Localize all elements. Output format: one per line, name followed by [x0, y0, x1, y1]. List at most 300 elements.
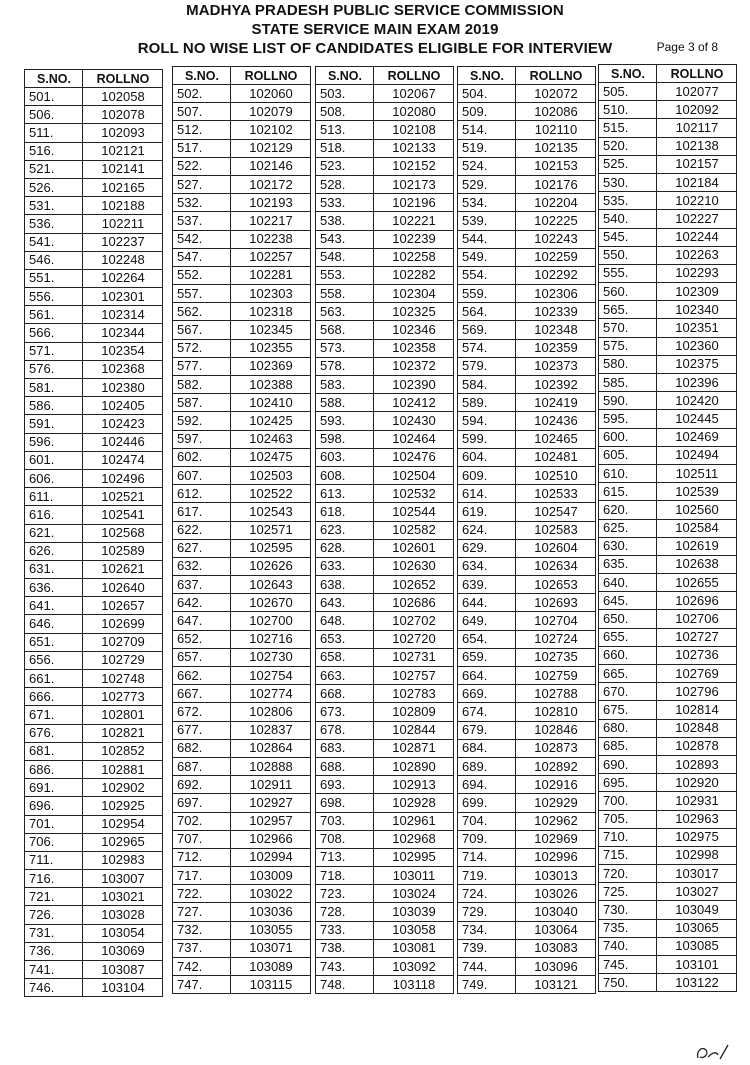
serial-number: 696.	[25, 797, 83, 815]
roll-number: 102878	[657, 737, 737, 755]
serial-number: 660.	[599, 646, 657, 664]
table-row	[599, 901, 737, 919]
table-row	[316, 921, 454, 939]
roll-number: 102643	[231, 576, 311, 594]
roll-number: 102079	[231, 103, 311, 121]
roll-number: 102239	[374, 230, 454, 248]
table-header-row	[316, 67, 454, 85]
table-row	[25, 870, 163, 888]
table-row	[173, 376, 311, 394]
serial-number: 592.	[173, 412, 231, 430]
table-row	[173, 958, 311, 976]
table-row	[316, 430, 454, 448]
table-row	[173, 885, 311, 903]
table-row	[25, 269, 163, 287]
roll-number: 103081	[374, 939, 454, 957]
serial-number: 692.	[173, 776, 231, 794]
table-row	[599, 210, 737, 228]
roll-number: 102058	[83, 88, 163, 106]
serial-number: 742.	[173, 958, 231, 976]
serial-number: 731.	[25, 924, 83, 942]
roll-number: 102996	[516, 848, 596, 866]
serial-number: 577.	[173, 357, 231, 375]
serial-number: 641.	[25, 597, 83, 615]
table-row	[458, 867, 596, 885]
table-row	[316, 285, 454, 303]
roll-table-5	[598, 64, 737, 992]
roll-number: 102153	[516, 157, 596, 175]
roll-number: 102929	[516, 794, 596, 812]
roll-number: 102436	[516, 412, 596, 430]
serial-number: 664.	[458, 667, 516, 685]
table-row	[599, 774, 737, 792]
roll-number: 102238	[231, 230, 311, 248]
table-row	[25, 906, 163, 924]
roll-number: 102355	[231, 339, 311, 357]
table-row	[173, 830, 311, 848]
serial-number: 708.	[316, 830, 374, 848]
serial-number: 634.	[458, 557, 516, 575]
serial-number: 574.	[458, 339, 516, 357]
serial-number: 554.	[458, 266, 516, 284]
roll-number: 103026	[516, 885, 596, 903]
roll-number: 102652	[374, 576, 454, 594]
roll-number: 102318	[231, 303, 311, 321]
serial-number: 566.	[25, 324, 83, 342]
roll-number: 102640	[83, 579, 163, 597]
roll-number: 102963	[657, 810, 737, 828]
roll-number: 103007	[83, 870, 163, 888]
roll-number: 102998	[657, 846, 737, 864]
serial-number: 623.	[316, 521, 374, 539]
table-header-row	[599, 65, 737, 83]
serial-number: 647.	[173, 612, 231, 630]
serial-number: 635.	[599, 555, 657, 573]
table-row	[173, 667, 311, 685]
table-row	[458, 503, 596, 521]
table-row	[25, 506, 163, 524]
table-row	[458, 921, 596, 939]
table-row	[173, 485, 311, 503]
serial-number: 602.	[173, 448, 231, 466]
roll-number: 103040	[516, 903, 596, 921]
serial-number: 719.	[458, 867, 516, 885]
table-row	[25, 888, 163, 906]
serial-number: 704.	[458, 812, 516, 830]
serial-number: 695.	[599, 774, 657, 792]
serial-number: 550.	[599, 246, 657, 264]
roll-number: 102445	[657, 410, 737, 428]
roll-number: 102911	[231, 776, 311, 794]
roll-table-3	[315, 66, 454, 994]
table-row	[458, 939, 596, 957]
serial-number: 750.	[599, 974, 657, 992]
roll-number: 102757	[374, 667, 454, 685]
table-row	[25, 797, 163, 815]
roll-number: 102292	[516, 266, 596, 284]
table-row	[25, 742, 163, 760]
table-row	[173, 103, 311, 121]
roll-number: 102314	[83, 306, 163, 324]
roll-number: 102709	[83, 633, 163, 651]
table-row	[25, 233, 163, 251]
roll-number: 102293	[657, 264, 737, 282]
table-row	[458, 266, 596, 284]
serial-number: 569.	[458, 321, 516, 339]
serial-number: 626.	[25, 542, 83, 560]
serial-number: 609.	[458, 466, 516, 484]
table-row	[173, 412, 311, 430]
serial-number: 529.	[458, 175, 516, 193]
sno-header: S.NO.	[458, 67, 516, 85]
serial-number: 697.	[173, 794, 231, 812]
table-row	[458, 303, 596, 321]
roll-number: 102810	[516, 703, 596, 721]
table-row	[458, 230, 596, 248]
table-row	[25, 724, 163, 742]
roll-number: 102969	[516, 830, 596, 848]
serial-number: 528.	[316, 175, 374, 193]
serial-number: 540.	[599, 210, 657, 228]
serial-number: 662.	[173, 667, 231, 685]
serial-number: 730.	[599, 901, 657, 919]
roll-number: 103011	[374, 867, 454, 885]
table-row	[173, 248, 311, 266]
table-row	[599, 865, 737, 883]
table-row	[316, 667, 454, 685]
table-row	[599, 956, 737, 974]
serial-number: 683.	[316, 739, 374, 757]
commission-title: MADHYA PRADESH PUBLIC SERVICE COMMISSION	[186, 2, 564, 19]
table-row	[316, 939, 454, 957]
serial-number: 639.	[458, 576, 516, 594]
roll-number: 102390	[374, 376, 454, 394]
table-row	[599, 646, 737, 664]
roll-number: 102463	[231, 430, 311, 448]
roll-number: 102584	[657, 519, 737, 537]
table-row	[458, 576, 596, 594]
roll-number: 102133	[374, 139, 454, 157]
serial-number: 661.	[25, 670, 83, 688]
roll-number: 102821	[83, 724, 163, 742]
roll-number: 102469	[657, 428, 737, 446]
serial-number: 726.	[25, 906, 83, 924]
serial-number: 505.	[599, 83, 657, 101]
serial-number: 711.	[25, 851, 83, 869]
roll-number: 102359	[516, 339, 596, 357]
serial-number: 699.	[458, 794, 516, 812]
serial-number: 620.	[599, 501, 657, 519]
roll-number: 102881	[83, 760, 163, 778]
page-number: Page 3 of 8	[656, 40, 718, 54]
roll-number: 102716	[231, 630, 311, 648]
serial-number: 631.	[25, 560, 83, 578]
serial-number: 701.	[25, 815, 83, 833]
roll-number: 102702	[374, 612, 454, 630]
serial-number: 544.	[458, 230, 516, 248]
table-row	[173, 721, 311, 739]
serial-number: 527.	[173, 175, 231, 193]
roll-number: 102961	[374, 812, 454, 830]
roll-table-4	[457, 66, 596, 994]
serial-number: 668.	[316, 685, 374, 703]
table-row	[316, 594, 454, 612]
serial-number: 653.	[316, 630, 374, 648]
table-row	[458, 521, 596, 539]
serial-number: 642.	[173, 594, 231, 612]
roll-number: 102173	[374, 175, 454, 193]
roll-number: 102476	[374, 448, 454, 466]
table-row	[25, 597, 163, 615]
roll-number: 102532	[374, 485, 454, 503]
serial-number: 593.	[316, 412, 374, 430]
table-row	[173, 503, 311, 521]
table-row	[173, 321, 311, 339]
roll-number: 103104	[83, 979, 163, 997]
serial-number: 713.	[316, 848, 374, 866]
roll-number: 102788	[516, 685, 596, 703]
table-row	[316, 703, 454, 721]
roll-number: 102720	[374, 630, 454, 648]
serial-number: 675.	[599, 701, 657, 719]
serial-number: 611.	[25, 488, 83, 506]
serial-number: 580.	[599, 355, 657, 373]
table-row	[316, 321, 454, 339]
serial-number: 538.	[316, 212, 374, 230]
serial-number: 703.	[316, 812, 374, 830]
serial-number: 579.	[458, 357, 516, 375]
serial-number: 537.	[173, 212, 231, 230]
table-row	[458, 776, 596, 794]
serial-number: 734.	[458, 921, 516, 939]
serial-number: 669.	[458, 685, 516, 703]
table-row	[173, 230, 311, 248]
serial-number: 686.	[25, 760, 83, 778]
serial-number: 630.	[599, 537, 657, 555]
serial-number: 613.	[316, 485, 374, 503]
serial-number: 560.	[599, 283, 657, 301]
serial-number: 676.	[25, 724, 83, 742]
roll-number: 102157	[657, 155, 737, 173]
table-row	[173, 976, 311, 994]
table-row	[458, 612, 596, 630]
roll-number: 102920	[657, 774, 737, 792]
roll-number: 102244	[657, 228, 737, 246]
table-row	[599, 537, 737, 555]
serial-number: 545.	[599, 228, 657, 246]
table-row	[458, 412, 596, 430]
roll-number: 102704	[516, 612, 596, 630]
serial-number: 724.	[458, 885, 516, 903]
roll-number: 102621	[83, 560, 163, 578]
roll-number: 102102	[231, 121, 311, 139]
roll-number: 102263	[657, 246, 737, 264]
serial-number: 732.	[173, 921, 231, 939]
serial-number: 604.	[458, 448, 516, 466]
roll-number: 102184	[657, 173, 737, 191]
serial-number: 570.	[599, 319, 657, 337]
roll-number: 102303	[231, 285, 311, 303]
serial-number: 625.	[599, 519, 657, 537]
serial-number: 589.	[458, 394, 516, 412]
serial-number: 737.	[173, 939, 231, 957]
table-row	[25, 306, 163, 324]
table-row	[316, 466, 454, 484]
serial-number: 747.	[173, 976, 231, 994]
serial-number: 659.	[458, 648, 516, 666]
roll-number: 103122	[657, 974, 737, 992]
table-row	[316, 357, 454, 375]
roll-number: 103022	[231, 885, 311, 903]
table-row	[173, 576, 311, 594]
roll-number: 102806	[231, 703, 311, 721]
serial-number: 636.	[25, 579, 83, 597]
serial-number: 722.	[173, 885, 231, 903]
table-row	[599, 974, 737, 992]
exam-title: STATE SERVICE MAIN EXAM 2019	[251, 21, 499, 38]
table-row	[316, 412, 454, 430]
table-row	[458, 667, 596, 685]
table-row	[173, 648, 311, 666]
serial-number: 736.	[25, 942, 83, 960]
table-row	[458, 976, 596, 994]
table-row	[599, 610, 737, 628]
serial-number: 530.	[599, 173, 657, 191]
table-row	[25, 615, 163, 633]
serial-number: 533.	[316, 194, 374, 212]
serial-number: 597.	[173, 430, 231, 448]
serial-number: 748.	[316, 976, 374, 994]
roll-number: 102093	[83, 124, 163, 142]
serial-number: 549.	[458, 248, 516, 266]
serial-number: 687.	[173, 757, 231, 775]
serial-number: 694.	[458, 776, 516, 794]
table-row	[25, 178, 163, 196]
roll-number: 102248	[83, 251, 163, 269]
roll-number: 102464	[374, 430, 454, 448]
table-row	[316, 503, 454, 521]
serial-number: 512.	[173, 121, 231, 139]
serial-number: 513.	[316, 121, 374, 139]
serial-number: 622.	[173, 521, 231, 539]
table-row	[25, 251, 163, 269]
roll-number: 102217	[231, 212, 311, 230]
roll-number: 102547	[516, 503, 596, 521]
serial-number: 746.	[25, 979, 83, 997]
table-row	[25, 524, 163, 542]
roll-number: 102638	[657, 555, 737, 573]
roll-number: 103115	[231, 976, 311, 994]
serial-number: 654.	[458, 630, 516, 648]
roll-number-tables	[24, 66, 744, 1056]
roll-number: 102783	[374, 685, 454, 703]
serial-number: 576.	[25, 360, 83, 378]
serial-number: 651.	[25, 633, 83, 651]
table-row	[458, 830, 596, 848]
roll-number: 102086	[516, 103, 596, 121]
table-row	[599, 137, 737, 155]
rollno-header: ROLLNO	[516, 67, 596, 85]
roll-number: 102345	[231, 321, 311, 339]
roll-number: 102108	[374, 121, 454, 139]
serial-number: 606.	[25, 469, 83, 487]
table-row	[25, 288, 163, 306]
serial-number: 720.	[599, 865, 657, 883]
serial-number: 665.	[599, 665, 657, 683]
table-row	[316, 739, 454, 757]
table-row	[458, 139, 596, 157]
table-row	[316, 885, 454, 903]
serial-number: 586.	[25, 397, 83, 415]
roll-number: 102928	[374, 794, 454, 812]
document-header	[0, 0, 750, 58]
roll-number: 102188	[83, 197, 163, 215]
roll-number: 102541	[83, 506, 163, 524]
table-row	[25, 942, 163, 960]
table-row	[173, 85, 311, 103]
roll-number: 102301	[83, 288, 163, 306]
roll-number: 102837	[231, 721, 311, 739]
roll-number: 102348	[516, 321, 596, 339]
roll-number: 102601	[374, 539, 454, 557]
table-row	[173, 212, 311, 230]
table-row	[316, 976, 454, 994]
roll-number: 102543	[231, 503, 311, 521]
roll-number: 102281	[231, 266, 311, 284]
serial-number: 582.	[173, 376, 231, 394]
table-row	[458, 885, 596, 903]
table-row	[173, 303, 311, 321]
serial-number: 663.	[316, 667, 374, 685]
roll-number: 102165	[83, 178, 163, 196]
roll-number: 102522	[231, 485, 311, 503]
serial-number: 638.	[316, 576, 374, 594]
roll-number: 102117	[657, 119, 737, 137]
table-row	[25, 342, 163, 360]
table-row	[25, 433, 163, 451]
table-row	[25, 851, 163, 869]
serial-number: 571.	[25, 342, 83, 360]
roll-number: 102475	[231, 448, 311, 466]
serial-number: 583.	[316, 376, 374, 394]
table-row	[316, 303, 454, 321]
table-row	[173, 939, 311, 957]
roll-number: 103054	[83, 924, 163, 942]
roll-number: 103049	[657, 901, 737, 919]
serial-number: 502.	[173, 85, 231, 103]
table-row	[316, 612, 454, 630]
table-row	[316, 557, 454, 575]
roll-number: 103069	[83, 942, 163, 960]
table-row	[173, 521, 311, 539]
roll-number: 103009	[231, 867, 311, 885]
table-row	[316, 339, 454, 357]
serial-number: 628.	[316, 539, 374, 557]
table-row	[599, 264, 737, 282]
serial-number: 594.	[458, 412, 516, 430]
serial-number: 503.	[316, 85, 374, 103]
roll-number: 102372	[374, 357, 454, 375]
serial-number: 615.	[599, 483, 657, 501]
roll-number: 102243	[516, 230, 596, 248]
serial-number: 535.	[599, 192, 657, 210]
roll-number: 102801	[83, 706, 163, 724]
serial-number: 517.	[173, 139, 231, 157]
serial-number: 741.	[25, 961, 83, 979]
serial-number: 617.	[173, 503, 231, 521]
table-row	[599, 828, 737, 846]
table-row	[316, 103, 454, 121]
